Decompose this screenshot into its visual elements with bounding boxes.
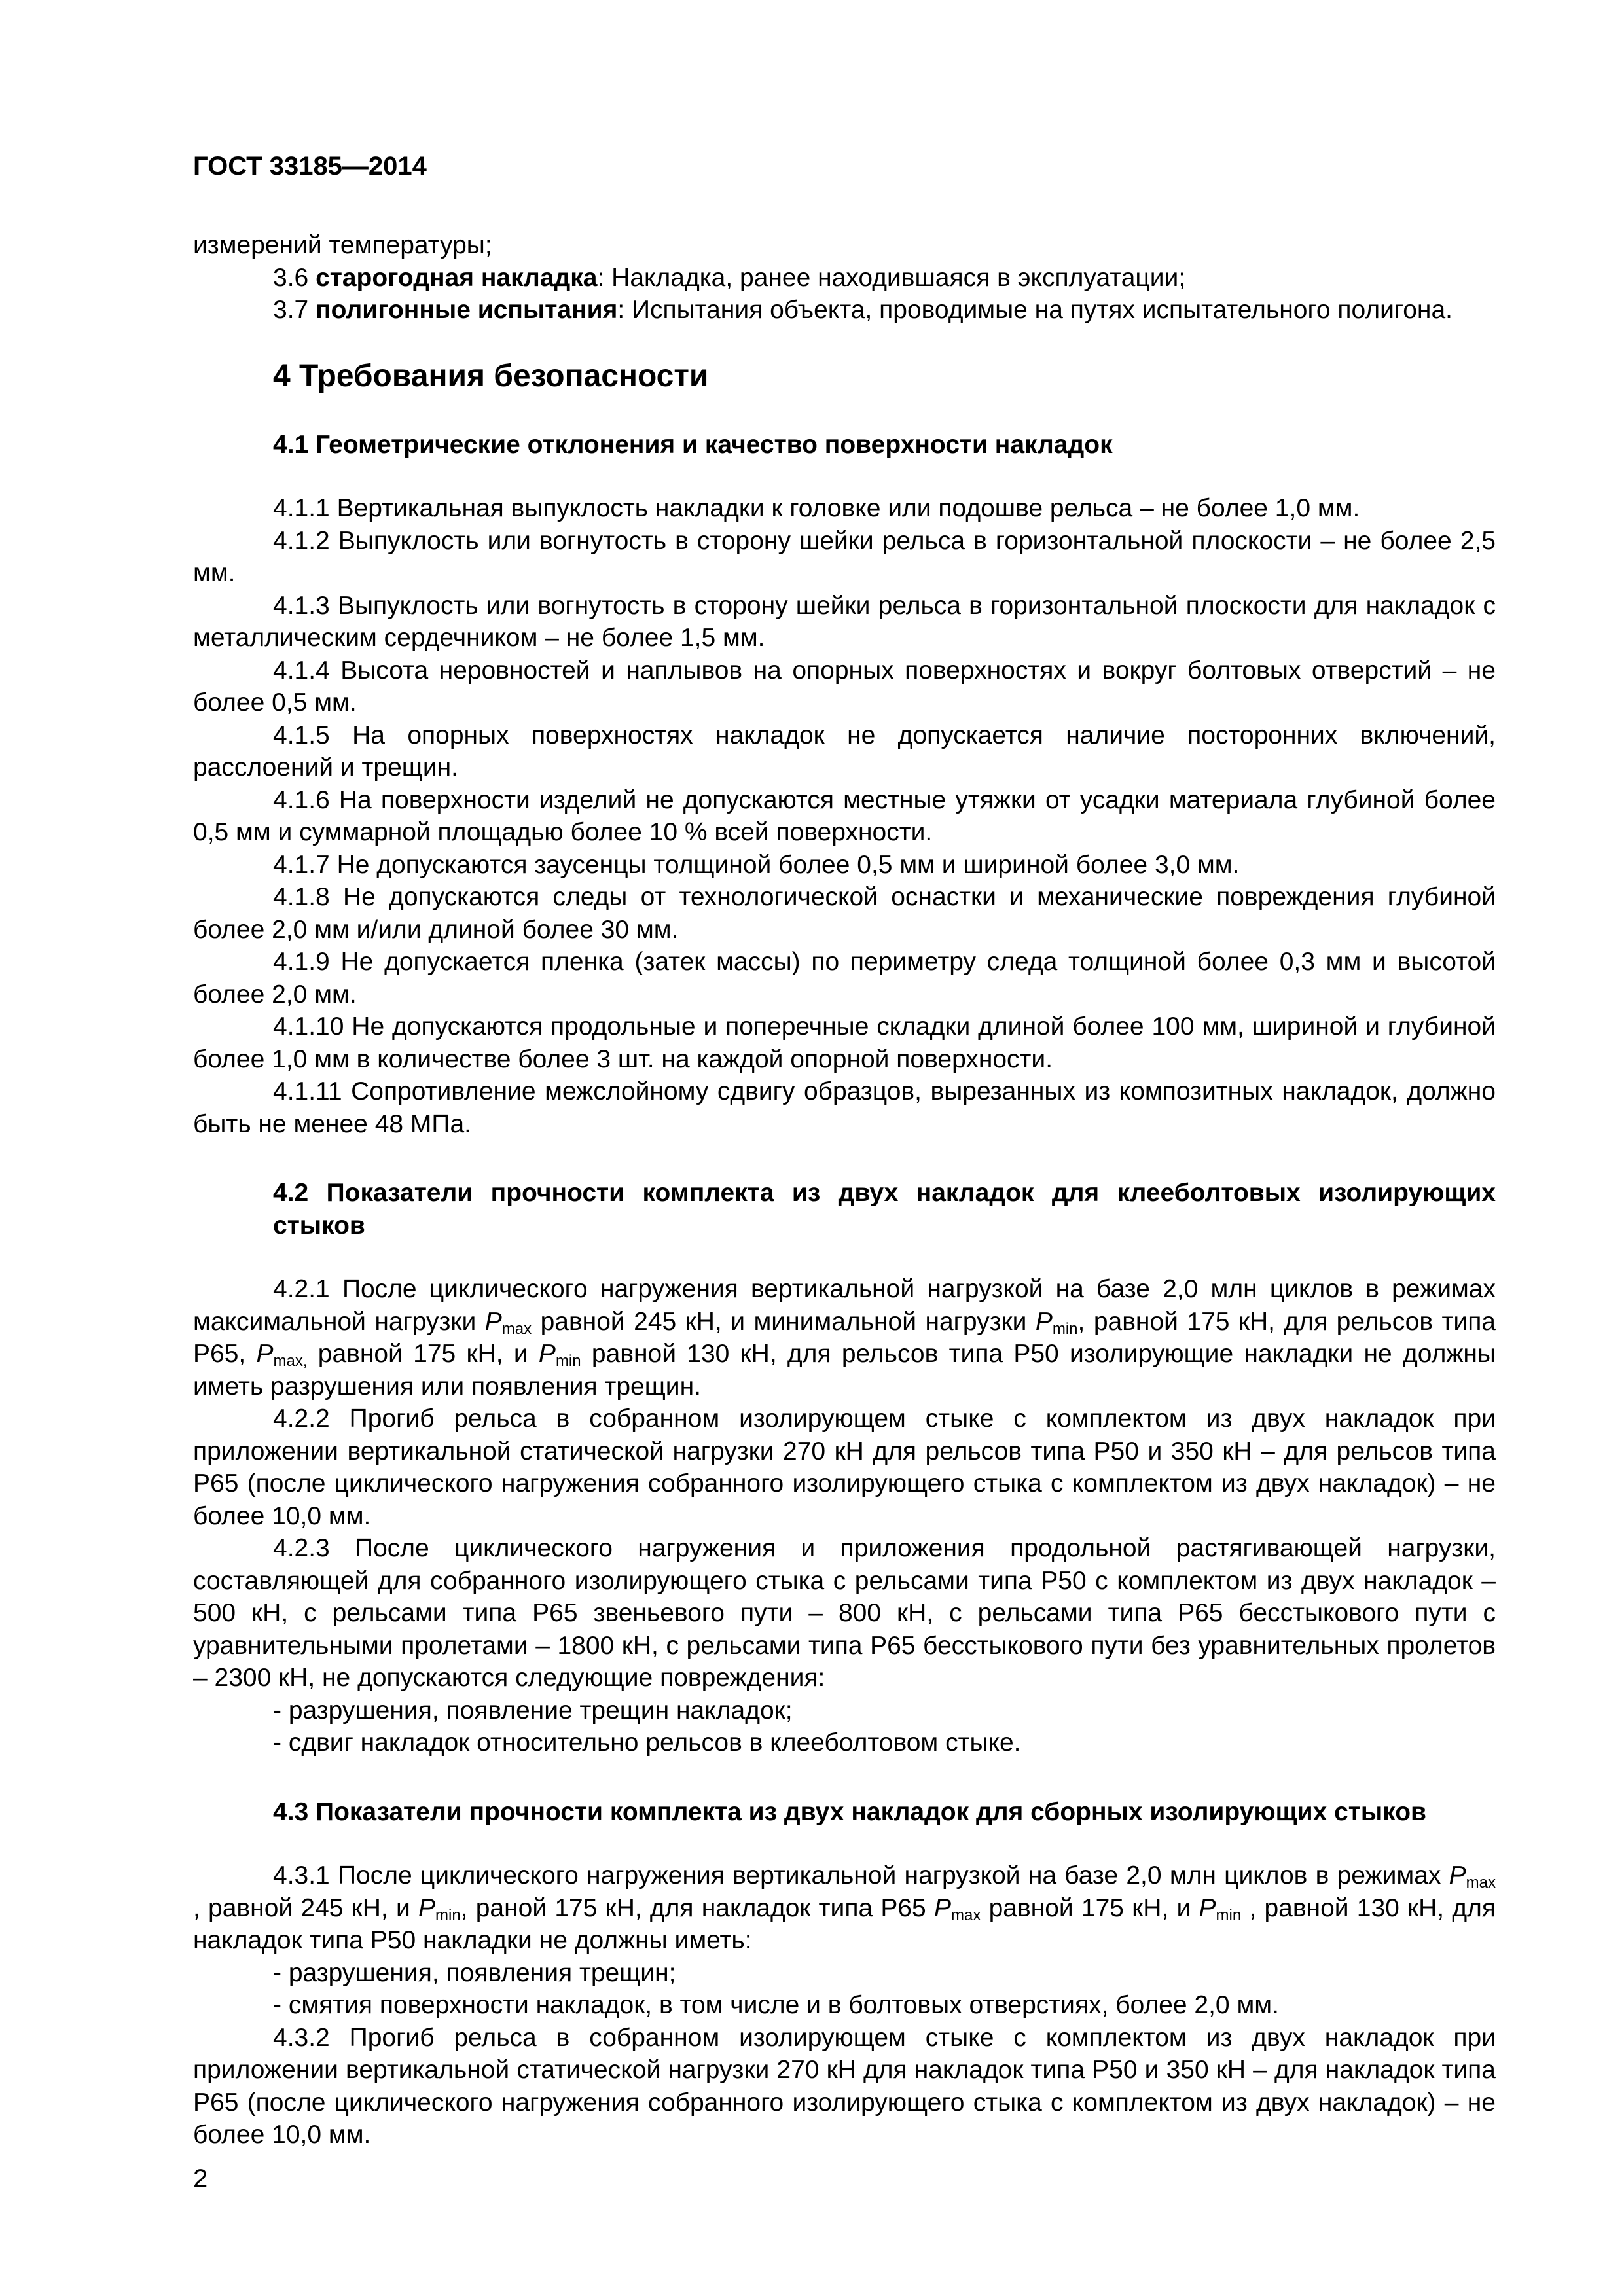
list-item: - разрушения, появление трещин накладок; [273, 1696, 793, 1725]
clause: 4.1.10 Не допускаются продольные и поперечные складки длиной более 100 мм, шириной и глубиной более 1,0 мм в количестве более 3 шт. на каждой опорной поверхности. [193, 1013, 1496, 1073]
list-item: - смятия поверхности накладок, в том числе и в болтовых отверстиях, более 2,0 мм. [273, 1991, 1279, 2019]
clause: 4.3.2 Прогиб рельса в собранном изолирующем стыке с комплектом из двух накладок при приложении вертикальной статической нагрузки 270 кН для накладок типа Р50 и 350 кН – для накладок типа Р65 (после циклического нагружения собранного изолирующего стыка с комплектом из двух накладок) – не более 10,0 мм. [193, 2023, 1496, 2149]
subsection-4-1-heading: 4.1 Геометрические отклонения и качество поверхности накладок [273, 430, 1113, 459]
clause: 4.1.5 На опорных поверхностях накладок не допускается наличие посторонних включений, расслоений и трещин. [193, 721, 1496, 781]
section-4-heading: 4 Требования безопасности [273, 358, 709, 393]
clause: 4.2.2 Прогиб рельса в собранном изолирующем стыке с комплектом из двух накладок при приложении вертикальной статической нагрузки 270 кН для рельсов типа Р50 и 350 кН – для рельсов типа Р65 (после циклического нагружения собранного изолирующего стыка с комплектом из двух накладок) – не более 10,0 мм. [193, 1405, 1496, 1530]
page-number: 2 [193, 2164, 208, 2193]
document-header: ГОСТ 33185—2014 [193, 152, 427, 181]
clause-4-2-1: 4.2.1 После циклического нагружения вертикальной нагрузкой на базе 2,0 млн циклов в режимах максимальной нагрузки $P_{max}$ равной 245 кН, и минимальной нагрузки $P_{min}$, равной 175 кН, для рельсов типа Р65, $P_{max,}$ равной 175 кН, и $P_{min}$ равной 130 кН, для рельсов типа Р50 изолирующие накладки не должны иметь разрушения или появления трещин. [193, 1275, 1496, 1401]
defined-term: полигонные испытания [316, 296, 618, 324]
clause: 4.1.3 Выпуклость или вогнутость в сторону шейки рельса в горизонтальной плоскости для накладок с металлическим сердечником – не более 1,5 мм. [193, 591, 1496, 652]
clause: 4.1.6 На поверхности изделий не допускаются местные утяжки от усадки материала глубиной более 0,5 мм и суммарной площадью более 10 % всей поверхности. [193, 785, 1496, 846]
subsection-4-3-heading: 4.3 Показатели прочности комплекта из двух накладок для сборных изолирующих стыков [273, 1797, 1426, 1826]
document-page [193, 151, 1496, 2245]
clause: 4.1.11 Сопротивление межслойному сдвигу образцов, вырезанных из композитных накладок, должно быть не менее 48 МПа. [193, 1077, 1496, 1138]
definition-3-7: 3.7 полигонные испытания: Испытания объекта, проводимые на путях испытательного полигона. [273, 296, 1453, 324]
clause: 4.1.8 Не допускаются следы от технологической оснастки и механические повреждения глубиной более 2,0 мм и/или длиной более 30 мм. [193, 883, 1496, 944]
clause: 4.1.4 Высота неровностей и наплывов на опорных поверхностях и вокруг болтовых отверстий – не более 0,5 мм. [193, 656, 1496, 717]
clause: 4.1.1 Вертикальная выпуклость накладки к головке или подошве рельса – не более 1,0 мм. [273, 494, 1360, 522]
clause: 4.1.9 Не допускается пленка (затек массы) по периметру следа толщиной более 0,3 мм и высотой более 2,0 мм. [193, 948, 1496, 1009]
clause: 4.1.7 Не допускаются заусенцы толщиной более 0,5 мм и шириной более 3,0 мм. [273, 850, 1240, 879]
definition-3-6: 3.6 старогодная накладка: Накладка, ранее находившаяся в эксплуатации; [273, 263, 1186, 292]
clause-4-3-1: 4.3.1 После циклического нагружения вертикальной нагрузкой на базе 2,0 млн циклов в режимах $P_{max}$ , равной 245 кН, и $P_{min}$, раной 175 кН, для накладок типа Р65 $P_{max}$ равной 175 кН, и $P_{min}$ , равной 130 кН, для накладок типа Р50 накладки не должны иметь: [193, 1861, 1496, 1954]
list-item: - сдвиг накладок относительно рельсов в клееболтовом стыке. [273, 1729, 1021, 1757]
defined-term: старогодная накладка [316, 263, 598, 292]
list-item: - разрушения, появления трещин; [273, 1958, 676, 1987]
clause: 4.2.3 После циклического нагружения и приложения продольной растягивающей нагрузки, составляющей для собранного изолирующего стыка с рельсами типа Р50 с комплектом из двух накладок – 500 кН, с рельсами типа Р65 звеньевого пути – 800 кН, с рельсами типа Р65 бесстыкового пути с уравнительными пролетами – 1800 кН, с рельсами типа Р65 бесстыкового пути без уравнительных пролетов – 2300 кН, не допускаются следующие повреждения: [193, 1534, 1496, 1692]
clause: 4.1.2 Выпуклость или вогнутость в сторону шейки рельса в горизонтальной плоскости – не более 2,5 мм. [193, 526, 1496, 587]
paragraph: измерений температуры; [193, 231, 492, 259]
subsection-4-2-heading: 4.2 Показатели прочности комплекта из двух накладок для клееболтовых изолирующих стыков [273, 1179, 1496, 1240]
